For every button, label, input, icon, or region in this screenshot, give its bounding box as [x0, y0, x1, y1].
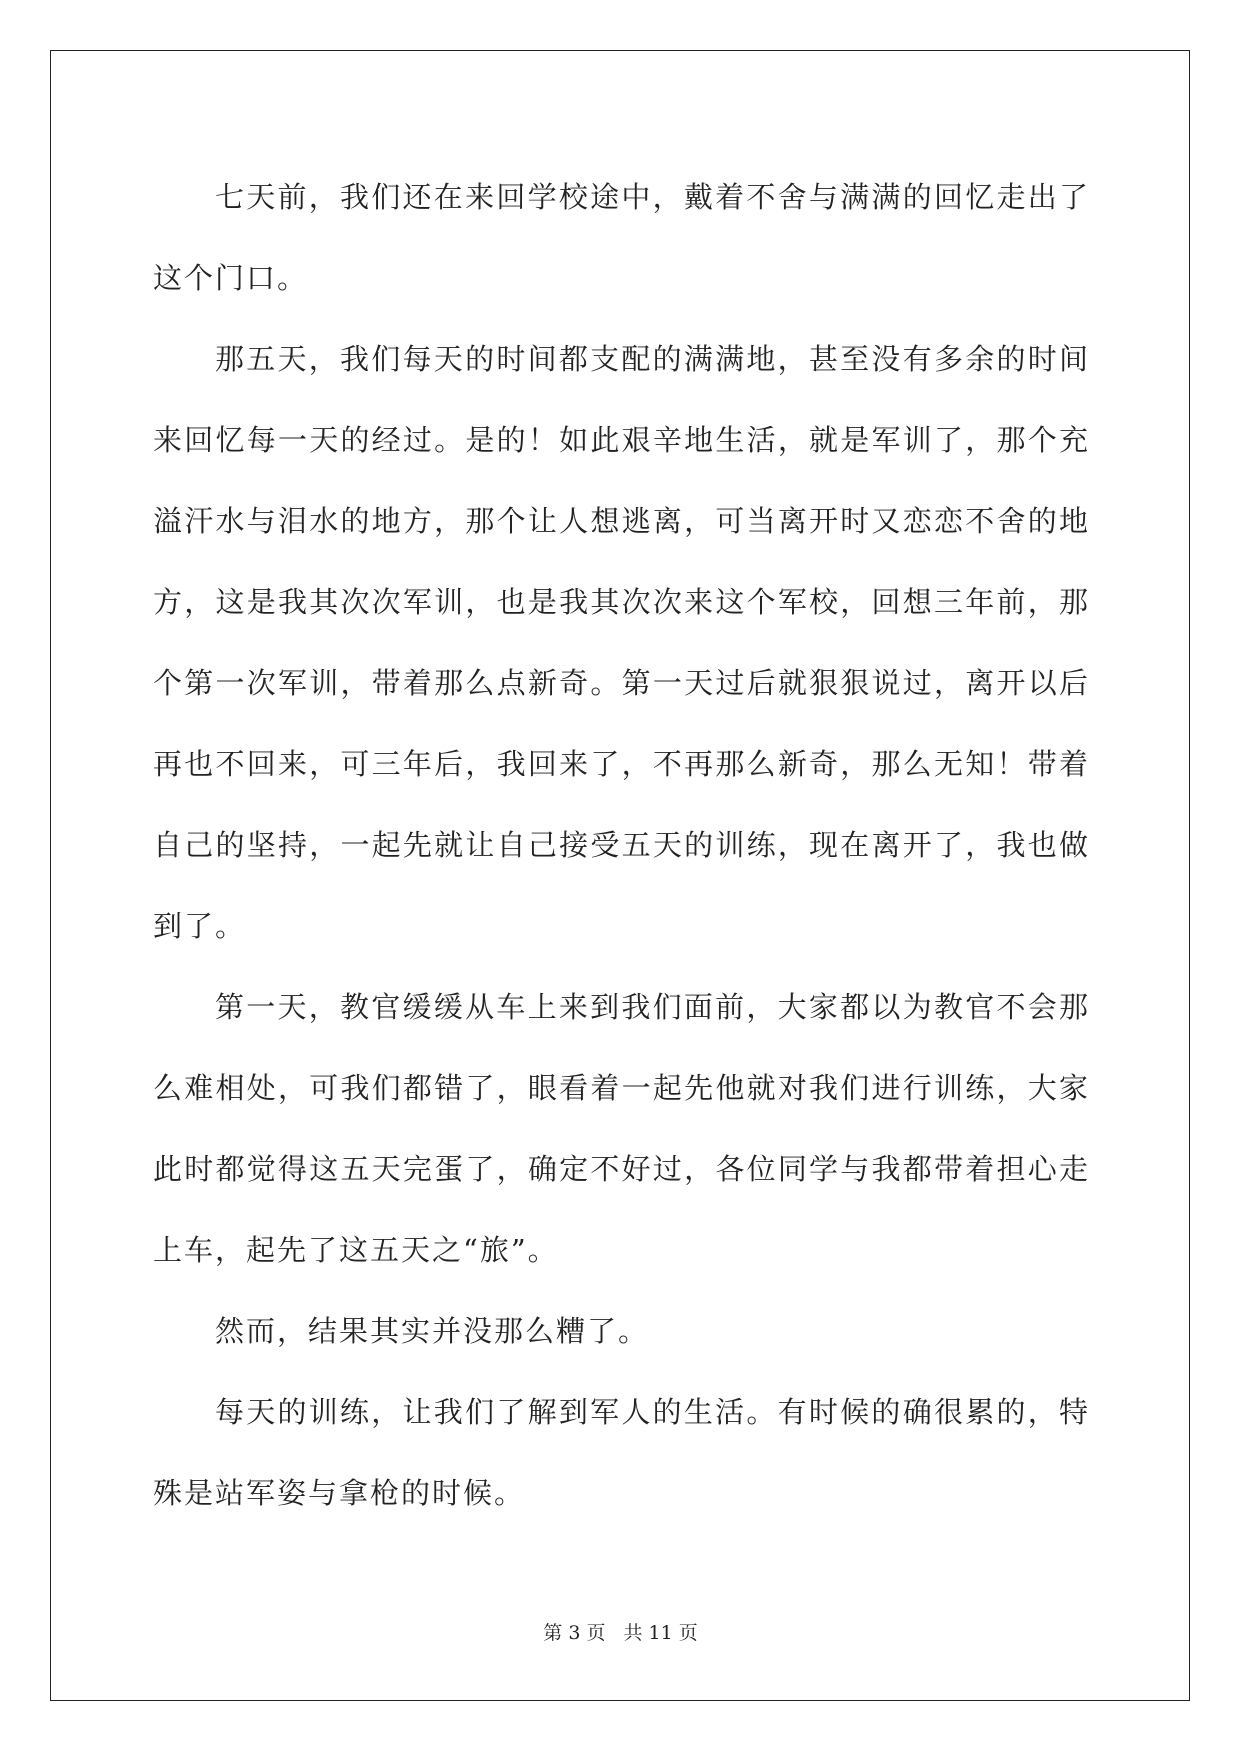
document-body: [153, 157, 1090, 1534]
paragraph: 每天的训练，让我们了解到军人的生活。有时候的确很累的，特殊是站军姿与拿枪的时候。: [153, 1395, 1090, 1510]
paragraph: 七天前，我们还在来回学校途中，戴着不舍与满满的回忆走出了这个门口。: [153, 180, 1090, 295]
page-footer: [0, 1618, 1241, 1645]
page-number: 第 3 页: [543, 1622, 606, 1644]
paragraph: 那五天，我们每天的时间都支配的满满地，甚至没有多余的时间来回忆每一天的经过。是的！如此艰辛地生活，就是军训了，那个充溢汗水与泪水的地方，那个让人想逃离，可当离开时又恋恋不舍的地方，这是我其次次军训，也是我其次次来这个军校，回想三年前，那个第一次军训，带着那么点新奇。第一天过后就狠狠说过，离开以后再也不回来，可三年后，我回来了，不再那么新奇，那么无知！带着自己的坚持，一起先就让自己接受五天的训练，现在离开了，我也做到了。: [153, 342, 1090, 943]
page-total: 共 11 页: [623, 1622, 698, 1644]
paragraph: 第一天，教官缓缓从车上来到我们面前，大家都以为教官不会那么难相处，可我们都错了，眼看着一起先他就对我们进行训练，大家此时都觉得这五天完蛋了，确定不好过，各位同学与我都带着担心走上车，起先了这五天之“旅”。: [153, 990, 1090, 1267]
paragraph: 然而，结果其实并没那么糟了。: [215, 1314, 650, 1348]
